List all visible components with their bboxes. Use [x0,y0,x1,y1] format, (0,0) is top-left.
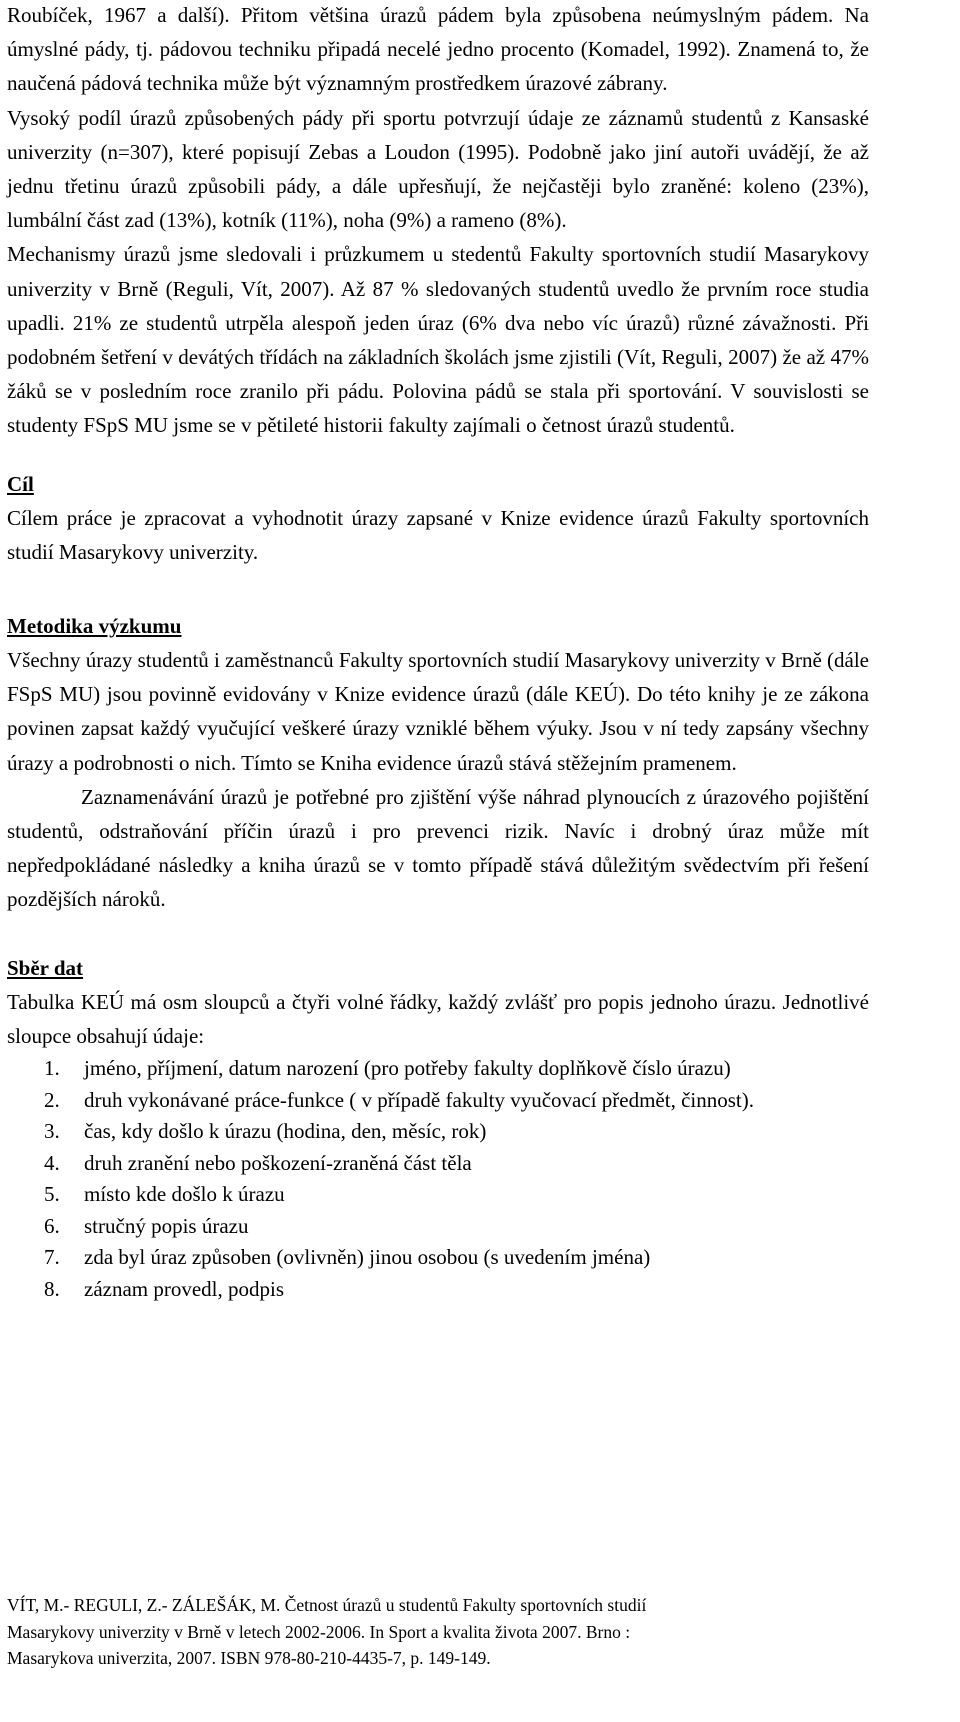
list-item [7,1211,869,1243]
metodika-paragraph-2: Zaznamenávání úrazů je potřebné pro zjištění výše náhrad plynoucích z úrazového pojištění studentů, odstraňování příčin úrazů i pro prevenci rizik. Navíc i drobný úraz může mít nepředpokládané následky a kniha úrazů se v tomto případě stává důležitým svědectvím při řešení pozdějších nároků. [7,784,869,912]
metodika-paragraph-1: Všechny úrazy studentů i zaměstnanců Fakulty sportovních studií Masarykovy univerzity v Brně (dále FSpS MU) jsou povinně evidovány v Knize evidence úrazů (dále KEÚ). Do této knihy je ze zákona povinen zapsat každý vyučující veškeré úrazy vzniklé během výuky. Jsou v ní tedy zapsány všechny úrazy a podrobnosti o nich. Tímto se Kniha evidence úrazů stává stěžejním pramenem. [7,648,869,775]
footer-line-3: Masarykova univerzita, 2007. ISBN 978-80-210-4435-7, p. 149-149. [7,1648,491,1668]
section-heading-sber-dat: Sběr dat [7,955,84,980]
list-item [7,1242,869,1274]
list-number: 6. [44,1213,60,1238]
document-page [7,0,869,1305]
list-text: druh zranění nebo poškození-zraněná část těla [84,1150,472,1175]
column-list [7,1053,869,1305]
sber-paragraph: Tabulka KEÚ má osm sloupců a čtyři volné řádky, každý zvlášť pro popis jednoho úrazu. Jednotlivé sloupce obsahují údaje: [7,989,869,1048]
footer-line-1: VÍT, M.- REGULI, Z.- ZÁLEŠÁK, M. Četnost úrazů u studentů Fakulty sportovních studií [7,1595,647,1615]
citation-footer [7,1592,907,1672]
section-heading-cil: Cíl [7,471,34,496]
list-text: stručný popis úrazu [84,1213,249,1238]
cil-paragraph: Cílem práce je zpracovat a vyhodnotit úrazy zapsané v Knize evidence úrazů Fakulty sportovních studií Masarykovy univerzity. [7,505,869,564]
list-number: 1. [44,1056,60,1081]
list-number: 5. [44,1182,60,1207]
intro-paragraph-1: Roubíček, 1967 a další). Přitom většina úrazů pádem byla způsobena neúmyslným pádem. Na úmyslné pády, tj. pádovou techniku připadá necelé jedno procento (Komadel, 1992). Znamená to, že naučená pádová technika může být významným prostředkem úrazové zábrany. [7,3,869,96]
intro-paragraph-3: Mechanismy úrazů jsme sledovali i průzkumem u stedentů Fakulty sportovních studií Masarykovy univerzity v Brně (Reguli, Vít, 2007). Až 87 % sledovaných studentů uvedlo že prvním roce studia upadli. 21% ze studentů utrpěla alespoň jeden úraz (6% dva nebo víc úrazů) různé závažnosti. Při podobném šetření v devátých třídách na základních školách jsme zjistili (Vít, Reguli, 2007) že až 47% žáků se v posledním roce zranilo při pádu. Polovina pádů se stala při sportování. V souvislosti se studenty FSpS MU jsme se v pětileté historii fakulty zajímali o četnost úrazů studentů. [7,242,869,438]
list-number: 4. [44,1150,60,1175]
list-text: místo kde došlo k úrazu [84,1182,285,1207]
list-number: 7. [44,1245,60,1270]
list-item [7,1116,869,1148]
list-item [7,1148,869,1180]
list-text: čas, kdy došlo k úrazu (hodina, den, měsíc, rok) [84,1119,487,1144]
footer-line-2: Masarykovy univerzity v Brně v letech 2002-2006. In Sport a kvalita života 2007. Brno : [7,1621,631,1642]
list-number: 8. [44,1276,60,1301]
list-text: druh vykonávané práce-funkce ( v případě fakulty vyučovací předmět, činnost). [84,1087,754,1112]
section-heading-metodika: Metodika výzkumu [7,614,182,639]
list-text: záznam provedl, podpis [84,1276,285,1301]
list-item [7,1179,869,1211]
list-number: 2. [44,1087,60,1112]
list-item [7,1085,869,1117]
list-number: 3. [44,1119,60,1144]
list-text: zda byl úraz způsoben (ovlivněn) jinou osobou (s uvedením jména) [84,1245,651,1270]
intro-paragraph-2: Vysoký podíl úrazů způsobených pády při sportu potvrzují údaje ze záznamů studentů z Kansaské univerzity (n=307), které popisují Zebas a Loudon (1995). Podobně jako jiní autoři uvádějí, že až jednu třetinu úrazů způsobili pády, a dále upřesňují, že nejčastěji bylo zraněné: koleno (23%), lumbální část zad (13%), kotník (11%), noha (9%) a rameno (8%). [7,105,869,233]
list-item [7,1274,869,1306]
list-text: jméno, příjmení, datum narození (pro potřeby fakulty doplňkově číslo úrazu) [84,1056,731,1081]
list-item [7,1053,869,1085]
